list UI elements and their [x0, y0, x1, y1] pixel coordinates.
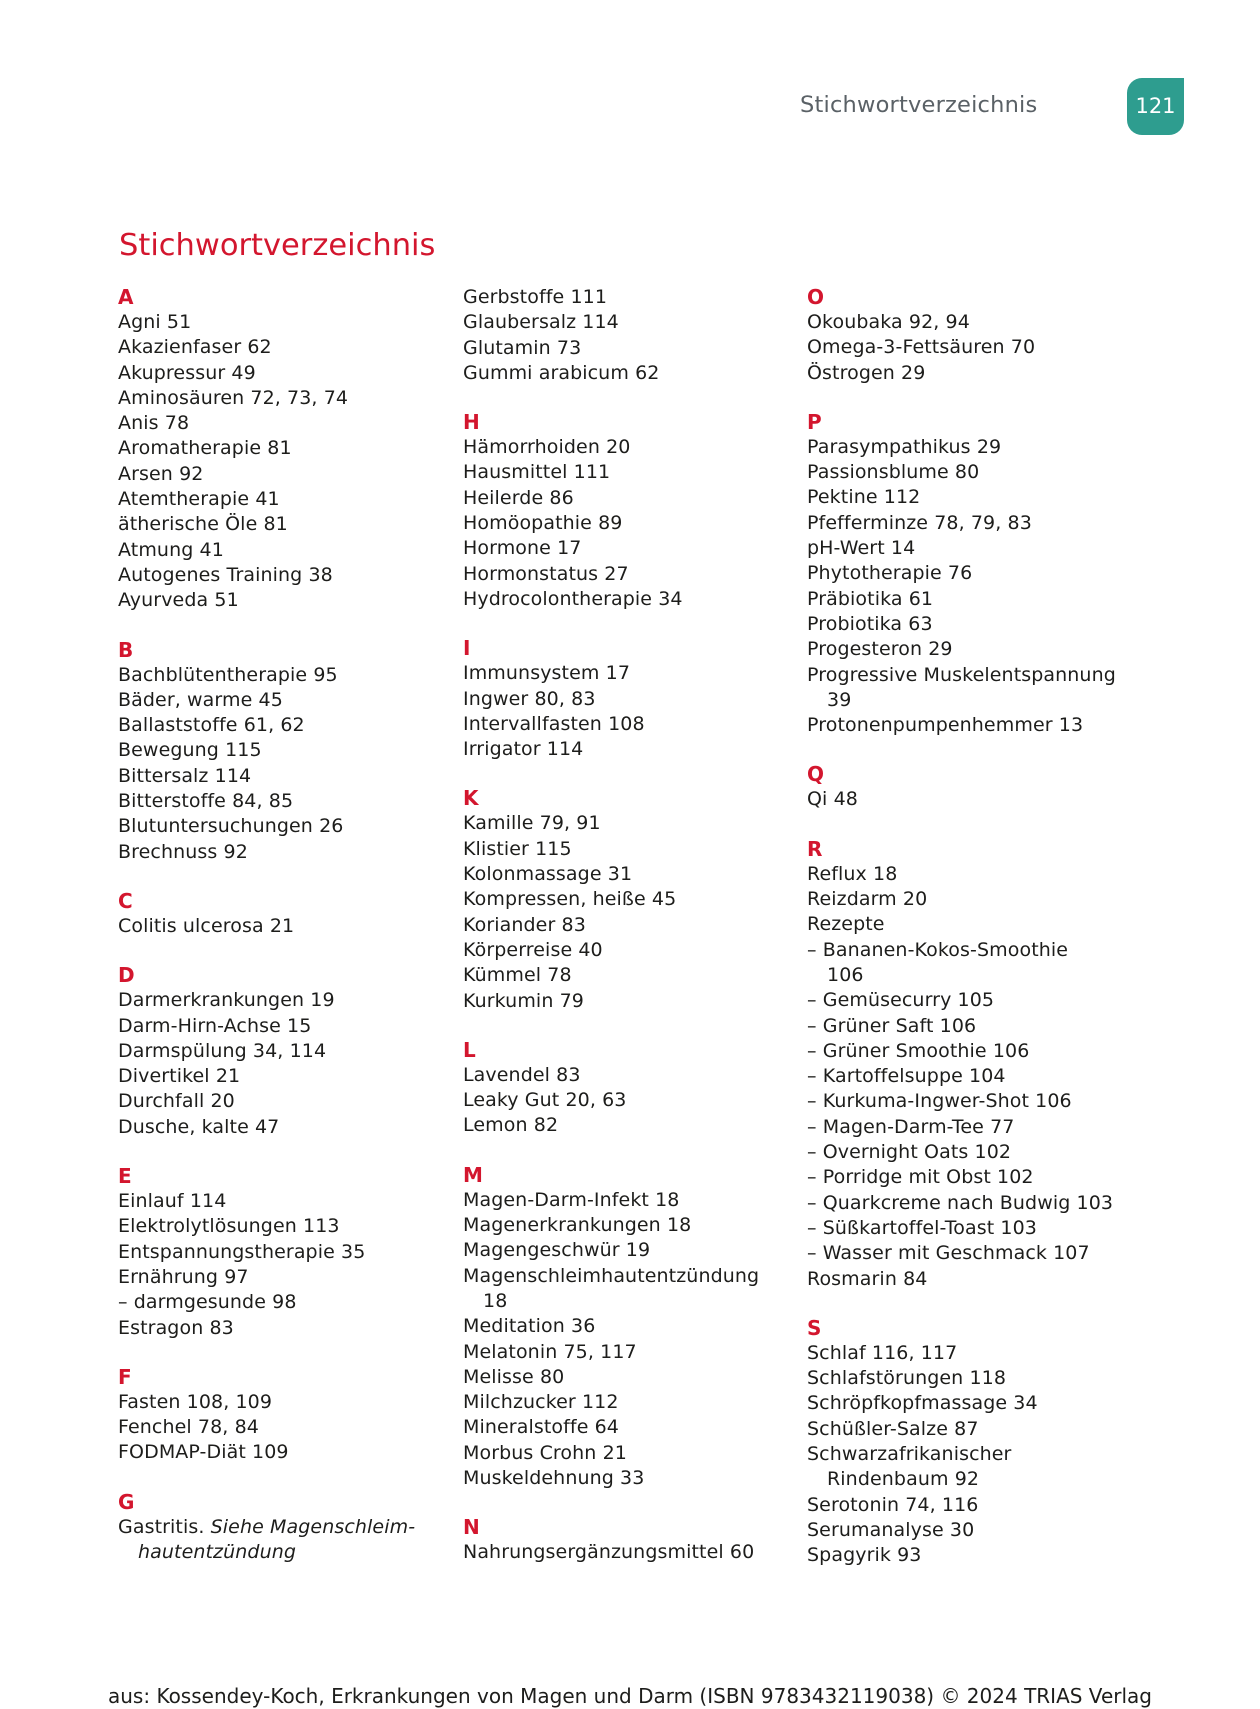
- index-entry: – Kurkuma-Ingwer-Shot 106: [807, 1090, 1072, 1113]
- index-group-g: [118, 1490, 448, 1566]
- index-entry: pH-Wert 14: [807, 537, 916, 560]
- index-entry: Gerbstoffe 111: [463, 286, 608, 308]
- index-entry-wrapped: Schwarzafrikanischer Rindenbaum 92: [807, 1442, 1012, 1491]
- index-entry: Melatonin 75, 117: [463, 1340, 637, 1363]
- index-entry: Pfefferminze 78, 79, 83: [807, 511, 1032, 534]
- index-entry-wrapped: – Bananen-Kokos-Smoothie 106: [807, 938, 1069, 986]
- running-title: Stichwortverzeichnis: [800, 92, 1038, 118]
- index-entry: Körperreise 40: [463, 938, 603, 961]
- index-group-o: [807, 285, 1137, 386]
- index-entry: Agni 51: [118, 311, 192, 333]
- index-entry: Fasten 108, 109: [118, 1390, 273, 1413]
- index-entry: Bewegung 115: [118, 739, 262, 762]
- index-letter: Q: [807, 762, 825, 787]
- index-entry: Magengeschwür 19: [463, 1239, 651, 1262]
- index-group-continued: [463, 285, 793, 386]
- index-column-1: [118, 285, 448, 1589]
- index-entry: Autogenes Training 38: [118, 563, 333, 586]
- index-group-a: [118, 285, 448, 614]
- index-entry: – Süßkartoffel-Toast 103: [807, 1216, 1037, 1239]
- index-entry: – Quarkcreme nach Budwig 103: [807, 1191, 1114, 1214]
- index-entry: Rosmarin 84: [807, 1267, 928, 1290]
- index-entry: Schlafstörungen 118: [807, 1367, 1007, 1390]
- index-group-c: [118, 889, 448, 939]
- index-group-k: [463, 786, 793, 1013]
- index-entry: Elektrolytlösungen 113: [118, 1215, 340, 1238]
- index-entry: Phytotherapie 76: [807, 562, 973, 585]
- index-entry: – Grüner Saft 106: [807, 1014, 977, 1037]
- index-entry: Muskeldehnung 33: [463, 1466, 645, 1489]
- index-letter: F: [118, 1364, 132, 1389]
- index-entry: Hormone 17: [463, 537, 582, 560]
- index-entry: Melisse 80: [463, 1365, 565, 1388]
- source-footer: aus: Kossendey-Koch, Erkrankungen von Magen und Darm (ISBN 9783432119038) © 2024 TRIAS Verlag: [108, 1684, 1152, 1708]
- index-entry: Morbus Crohn 21: [463, 1441, 627, 1464]
- index-entry: Lemon 82: [463, 1114, 559, 1137]
- gastritis-term: Gastritis.: [118, 1515, 211, 1538]
- index-group-s: [807, 1316, 1137, 1569]
- index-entry: Aminosäuren 72, 73, 74: [118, 386, 349, 409]
- index-entry: Serotonin 74, 116: [807, 1493, 979, 1516]
- index-entry: Brechnuss 92: [118, 840, 248, 863]
- index-entry: Reflux 18: [807, 862, 898, 885]
- index-entry: Klistier 115: [463, 837, 572, 860]
- index-letter: R: [807, 836, 823, 861]
- index-entry: Gummi arabicum 62: [463, 361, 660, 384]
- index-column-2: [463, 285, 793, 1590]
- index-group-i: [463, 636, 793, 762]
- index-entry: Aromatherapie 81: [118, 437, 292, 460]
- index-group-f: [118, 1365, 448, 1466]
- index-entry: – darmgesunde 98: [118, 1291, 297, 1314]
- index-group-e: [118, 1164, 448, 1341]
- index-entry: Milchzucker 112: [463, 1391, 619, 1414]
- index-entry: Lavendel 83: [463, 1063, 581, 1086]
- see-reference: Siehe Magenschleim- hautentzündung: [138, 1515, 416, 1563]
- index-group-r: [807, 837, 1137, 1292]
- index-entry: Arsen 92: [118, 462, 204, 485]
- index-letter: G: [118, 1489, 135, 1514]
- index-letter: I: [463, 636, 471, 661]
- index-group-b: [118, 638, 448, 865]
- index-entry: Reizdarm 20: [807, 888, 928, 911]
- index-letter: K: [463, 786, 479, 811]
- index-group-l: [463, 1038, 793, 1139]
- index-entry: Hämorrhoiden 20: [463, 436, 631, 459]
- index-entry: Koriander 83: [463, 913, 586, 936]
- index-entry: – Wasser mit Geschmack 107: [807, 1242, 1090, 1265]
- index-letter: P: [807, 409, 822, 434]
- index-group-q: [807, 762, 1137, 812]
- index-entry: Akazienfaser 62: [118, 336, 272, 359]
- index-entry: Darmspülung 34, 114: [118, 1039, 327, 1062]
- index-entry: Nahrungsergänzungsmittel 60: [463, 1541, 755, 1564]
- index-entry: Passionsblume 80: [807, 461, 980, 484]
- index-entry: Colitis ulcerosa 21: [118, 914, 295, 937]
- index-letter: L: [463, 1037, 476, 1062]
- index-entry: – Kartoffelsuppe 104: [807, 1065, 1006, 1088]
- index-entry: Ballaststoffe 61, 62: [118, 714, 305, 737]
- index-entry: Estragon 83: [118, 1316, 234, 1339]
- index-entry: Schüßler-Salze 87: [807, 1417, 979, 1440]
- index-entry: Kurkumin 79: [463, 989, 584, 1012]
- index-entry: Akupressur 49: [118, 361, 256, 384]
- index-entry: – Overnight Oats 102: [807, 1141, 1012, 1164]
- index-entry: Immunsystem 17: [463, 662, 631, 685]
- index-entry: Irrigator 114: [463, 738, 584, 761]
- index-group-d: [118, 963, 448, 1140]
- index-entry: Hydrocolontherapie 34: [463, 587, 683, 610]
- index-entry: Magenerkrankungen 18: [463, 1214, 692, 1237]
- index-group-p: [807, 410, 1137, 739]
- index-entry: Bittersalz 114: [118, 764, 252, 787]
- index-entry-wrapped: Progressive Muskelentspannung 39: [807, 663, 1116, 711]
- index-entry: Parasympathikus 29: [807, 435, 1002, 458]
- index-entry: Durchfall 20: [118, 1090, 235, 1113]
- page-title: Stichwortverzeichnis: [119, 228, 436, 263]
- index-entry: Bachblütentherapie 95: [118, 663, 338, 686]
- index-letter: A: [118, 285, 134, 309]
- index-group-m: [463, 1163, 793, 1492]
- index-entry: – Grüner Smoothie 106: [807, 1039, 1030, 1062]
- index-entry: Probiotika 63: [807, 612, 933, 635]
- index-entry: ätherische Öle 81: [118, 513, 288, 536]
- index-group-n: [463, 1515, 793, 1565]
- index-entry: Magen-Darm-Infekt 18: [463, 1188, 680, 1211]
- index-letter: E: [118, 1164, 132, 1189]
- index-entry: Bäder, warme 45: [118, 688, 283, 711]
- index-entry: Glaubersalz 114: [463, 311, 619, 334]
- index-letter: O: [807, 285, 825, 309]
- index-entry: – Magen-Darm-Tee 77: [807, 1115, 1015, 1138]
- index-entry: Darm-Hirn-Achse 15: [118, 1014, 312, 1037]
- index-entry: Glutamin 73: [463, 336, 582, 359]
- index-entry: Pektine 112: [807, 486, 921, 509]
- index-group-h: [463, 410, 793, 612]
- index-entry: Intervallfasten 108: [463, 712, 645, 735]
- index-entry: Hausmittel 111: [463, 461, 611, 484]
- index-entry: Progesteron 29: [807, 638, 953, 661]
- index-entry: Heilerde 86: [463, 486, 574, 509]
- index-entry: Atemtherapie 41: [118, 488, 280, 511]
- index-entry: – Porridge mit Obst 102: [807, 1166, 1034, 1189]
- index-entry: Ayurveda 51: [118, 589, 239, 612]
- page-number-badge: 121: [1127, 78, 1184, 135]
- index-entry: Atmung 41: [118, 538, 224, 561]
- index-entry: Omega-3-Fettsäuren 70: [807, 336, 1036, 359]
- index-entry: Rezepte: [807, 913, 885, 936]
- index-entry: Kompressen, heiße 45: [463, 888, 677, 911]
- index-entry-wrapped: Magenschleimhautentzündung 18: [463, 1264, 760, 1312]
- index-entry: Schröpfkopfmassage 34: [807, 1392, 1038, 1415]
- index-entry: Kolonmassage 31: [463, 863, 633, 886]
- index-entry: Schlaf 116, 117: [807, 1341, 958, 1364]
- index-letter: C: [118, 888, 133, 913]
- index-entry: – Gemüsecurry 105: [807, 989, 995, 1012]
- index-entry: Leaky Gut 20, 63: [463, 1089, 627, 1112]
- index-entry: Kümmel 78: [463, 964, 572, 987]
- index-entry: Kamille 79, 91: [463, 812, 601, 835]
- index-entry: Ingwer 80, 83: [463, 687, 596, 710]
- index-column-3: [807, 285, 1137, 1592]
- index-entry: Okoubaka 92, 94: [807, 311, 970, 333]
- index-entry: Protonenpumpenhemmer 13: [807, 714, 1084, 737]
- index-entry: Homöopathie 89: [463, 512, 623, 535]
- index-entry-gastritis: [118, 1515, 448, 1566]
- index-entry: Einlauf 114: [118, 1190, 227, 1213]
- index-entry: Dusche, kalte 47: [118, 1115, 280, 1138]
- index-entry: Hormonstatus 27: [463, 562, 629, 585]
- index-entry: Meditation 36: [463, 1315, 596, 1338]
- index-entry: Mineralstoffe 64: [463, 1416, 619, 1439]
- index-letter: D: [118, 963, 135, 988]
- index-entry: Ernährung 97: [118, 1265, 249, 1288]
- index-entry: Blutuntersuchungen 26: [118, 815, 344, 838]
- index-entry: Bitterstoffe 84, 85: [118, 790, 294, 813]
- index-entry: Darmerkrankungen 19: [118, 989, 335, 1012]
- index-letter: M: [463, 1162, 483, 1187]
- index-entry: Entspannungstherapie 35: [118, 1240, 366, 1263]
- index-letter: S: [807, 1315, 822, 1340]
- index-entry: Divertikel 21: [118, 1065, 241, 1088]
- index-entry: Qi 48: [807, 788, 858, 811]
- index-entry: Östrogen 29: [807, 361, 926, 384]
- index-entry: Serumanalyse 30: [807, 1518, 975, 1541]
- index-letter: H: [463, 410, 480, 435]
- index-letter: B: [118, 637, 134, 662]
- index-entry: Anis 78: [118, 412, 190, 435]
- index-entry: FODMAP-Diät 109: [118, 1441, 289, 1464]
- index-entry: Fenchel 78, 84: [118, 1416, 259, 1439]
- index-entry: Präbiotika 61: [807, 587, 934, 610]
- index-entry: Spagyrik 93: [807, 1544, 922, 1567]
- index-letter: N: [463, 1515, 480, 1540]
